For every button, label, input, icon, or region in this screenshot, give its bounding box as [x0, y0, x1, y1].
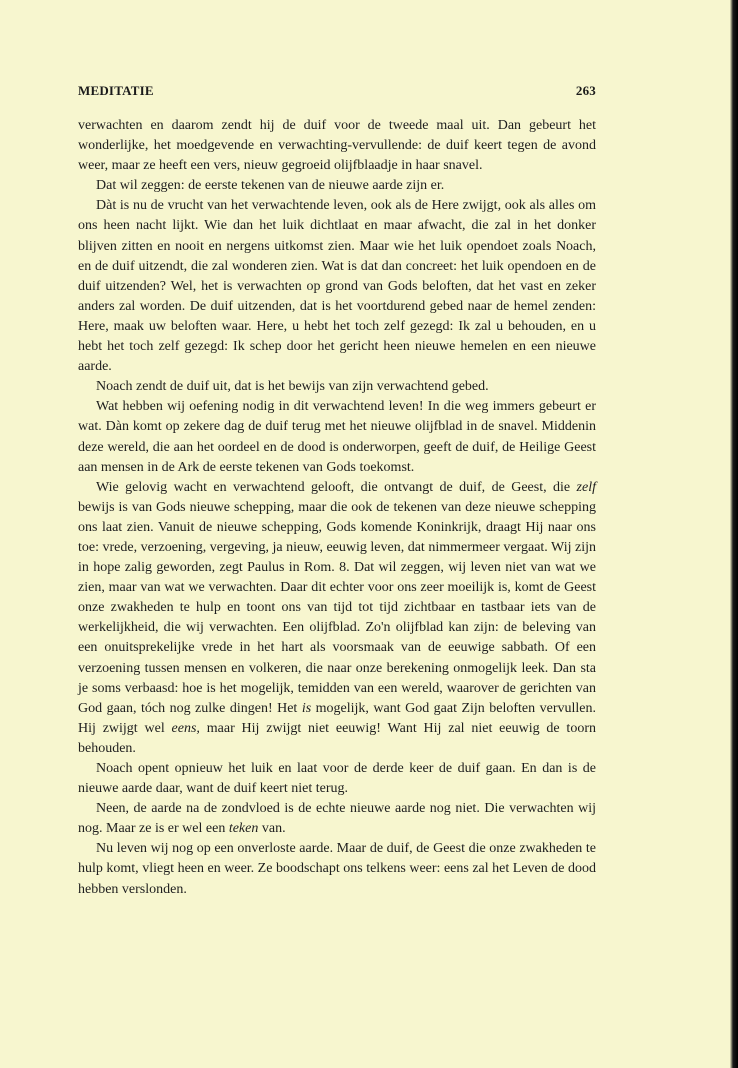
text-run: Neen, de aarde na de zondvloed is de echte nieuwe aarde nog niet. Die verwachten wij nog. Maar ze is er wel een [78, 801, 596, 837]
paragraph [78, 478, 596, 759]
paragraph: Wat hebben wij oefening nodig in dit verwachtend leven! In die weg immers gebeurt er wat. Dàn komt op zekere dag de duif terug met het nieuwe olijfblad in de snavel. Middenin deze wereld, die aan het oordeel en de dood is onderworpen, geeft de duif, de Heilige Geest aan mensen in de Ark de eerste tekenen van Gods toekomst. [78, 399, 596, 475]
paragraph: Noach zendt de duif uit, dat is het bewijs van zijn verwachtend gebed. [96, 379, 489, 395]
emphasis: zelf [576, 479, 596, 495]
running-title: MEDITATIE [78, 83, 154, 98]
running-head [78, 83, 596, 99]
text-run: van. [258, 821, 286, 837]
emphasis: eens, [171, 720, 200, 736]
paragraph [78, 799, 596, 839]
emphasis: is [301, 700, 312, 716]
paragraph: Nu leven wij nog op een onverloste aarde. Maar de duif, de Geest die onze zwakheden te hulp komt, vliegt heen en weer. Ze boodschapt ons telkens weer: eens zal het Leven de dood hebben verslonden. [78, 841, 596, 897]
paragraph: verwachten en daarom zendt hij de duif voor de tweede maal uit. Dan gebeurt het wonderlijke, het moedgevende en verwachting-vervullende: de duif keert tegen de avond weer, maar ze heeft een vers, nieuw gegroeid olijfblaadje in haar snavel. [78, 118, 596, 174]
text-run: Wie gelovig wacht en verwachtend gelooft, die ontvangt de duif, de Geest, die [96, 479, 577, 495]
body-text [78, 116, 596, 900]
paragraph: Dàt is nu de vrucht van het verwachtende leven, ook als de Here zwijgt, ook als alles om ons heen nacht lijkt. Wie dan het luik dichtlaat en maar afwacht, die zal in het donker blijven zitten en nooit en nergens uitkomst zien. Maar wie het luik opendoet zoals Noach, en de duif uitzendt, die zal wonderen zien. Wat is dat dan concreet: het luik opendoen en de duif uitzenden? Wel, het is verwachten op grond van Gods beloften, dat het vast en zeker anders zal worden. De duif uitzenden, dat is het voortdurend gebed naar de hemel zenden: Here, maak uw beloften waar. Here, u hebt het toch zelf gezegd: Ik zal u behouden, en u hebt het toch zelf gezegd: Ik schep door het gericht heen nieuwe hemelen en een nieuwe aarde. [78, 198, 596, 375]
page-edge-shadow [730, 0, 738, 1068]
text-run: maar Hij zwijgt niet eeuwig! Want Hij zal niet eeuwig de toorn behouden. [78, 720, 596, 756]
text-run: mogelijk, want God gaat Zijn beloften vervullen. Hij zwijgt wel [78, 700, 596, 736]
paragraph: Dat wil zeggen: de eerste tekenen van de nieuwe aarde zijn er. [96, 178, 445, 194]
page-number: 263 [575, 83, 596, 98]
text-run: bewijs is van Gods nieuwe schepping, maar die ook de tekenen van deze nieuwe schepping ons laat zien. Vanuit de nieuwe schepping, Gods komende Koninkrijk, draagt Hij naar ons toe: vrede, verzoening, vergeving, ja nieuw, eeuwig leven, dat nimmermeer vergaat. Wij zijn in hope zalig geworden, zegt Paulus in Rom. 8. Dat wil zeggen, wij leven niet van wat we zien, maar van wat we verwachten. Daar dit echter voor ons zeer moeilijk is, komt de Geest onze zwakheden te hulp en toont ons van tijd tot tijd zichtbaar en tastbaar iets van de werkelijkheid, die wij verwachten. Een olijfblad. Zo'n olijfblad kan zijn: de beleving van een onuitsprekelijke vrede in het hart als voorsmaak van de eeuwige sabbath. Of een verzoening tussen mensen en volkeren, die naar onze berekening onmogelijk leek. Dan sta je soms verbaasd: hoe is het mogelijk, temidden van een wereld, waarover de gerichten van God gaan, tóch nog zulke dingen! Het [78, 499, 596, 716]
paragraph: Noach opent opnieuw het luik en laat voor de derde keer de duif gaan. En dan is de nieuwe aarde daar, want de duif keert niet terug. [78, 761, 596, 797]
emphasis: teken [228, 821, 259, 837]
